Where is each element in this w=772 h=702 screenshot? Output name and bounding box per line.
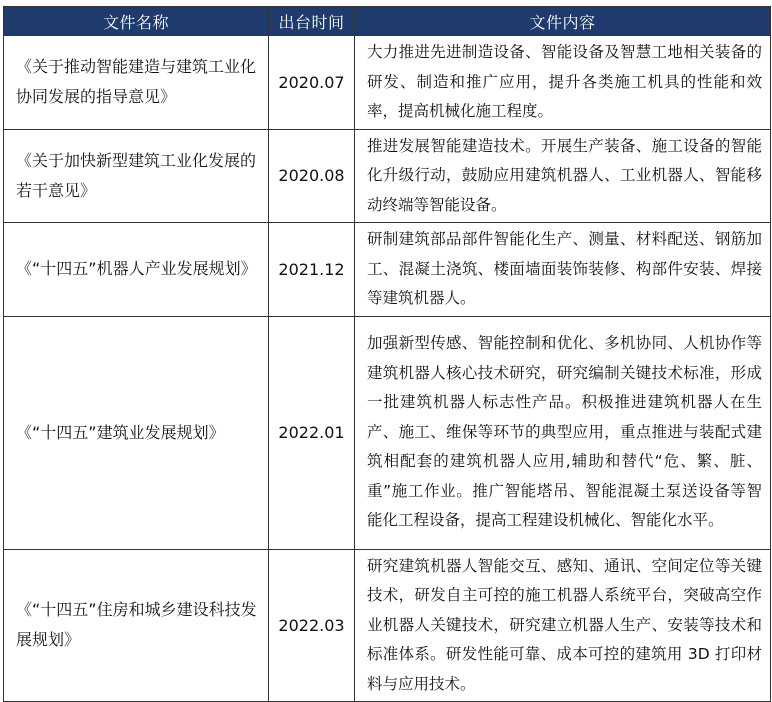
- file-name-cell: 《“十四五”建筑业发展规划》: [4, 316, 269, 549]
- issue-date-cell: 2020.07: [269, 36, 355, 130]
- table-row: [4, 129, 771, 223]
- header-issue-date: 出台时间: [269, 7, 355, 36]
- table-row: [4, 36, 771, 130]
- policy-table: [3, 6, 771, 702]
- file-name-cell: 《“十四五”机器人产业发展规划》: [4, 223, 269, 317]
- file-content-cell: 研究建筑机器人智能交互、感知、通讯、空间定位等关键技术，研发自主可控的施工机器人系统平台，突破高空作业机器人关键技术，研究建立机器人生产、安装等技术和标准体系。研发性能可靠、成本可控的建筑用 3D 打印材料与应用技术。: [355, 549, 771, 702]
- table-row: [4, 223, 771, 317]
- header-file-name: 文件名称: [4, 7, 269, 36]
- table-row: [4, 549, 771, 702]
- issue-date-cell: 2021.12: [269, 223, 355, 317]
- file-name-cell: 《关于加快新型建筑工业化发展的若干意见》: [4, 129, 269, 223]
- file-content-cell: 推进发展智能建造技术。开展生产装备、施工设备的智能化升级行动，鼓励应用建筑机器人、工业机器人、智能移动终端等智能设备。: [355, 129, 771, 223]
- file-content-cell: 研制建筑部品部件智能化生产、测量、材料配送、钢筋加工、混凝土浇筑、楼面墙面装饰装修、构部件安装、焊接等建筑机器人。: [355, 223, 771, 317]
- issue-date-cell: 2020.08: [269, 129, 355, 223]
- file-content-cell: 加强新型传感、智能控制和优化、多机协同、人机协作等建筑机器人核心技术研究，研究编制关键技术标准，形成一批建筑机器人标志性产品。积极推进建筑机器人在生产、施工、维保等环节的典型应用，重点推进与装配式建筑相配套的建筑机器人应用,辅助和替代“危、繁、脏、重”施工作业。推广智能塔吊、智能混凝土泵送设备等智能化工程设备，提高工程建设机械化、智能化水平。: [355, 316, 771, 549]
- header-row: [4, 7, 771, 36]
- file-name-cell: 《关于推动智能建造与建筑工业化协同发展的指导意见》: [4, 36, 269, 130]
- issue-date-cell: 2022.01: [269, 316, 355, 549]
- file-content-cell: 大力推进先进制造设备、智能设备及智慧工地相关装备的研发、制造和推广应用，提升各类施工机具的性能和效率，提高机械化施工程度。: [355, 36, 771, 130]
- header-file-content: 文件内容: [355, 7, 771, 36]
- table-row: [4, 316, 771, 549]
- file-name-cell: 《“十四五”住房和城乡建设科技发展规划》: [4, 549, 269, 702]
- issue-date-cell: 2022.03: [269, 549, 355, 702]
